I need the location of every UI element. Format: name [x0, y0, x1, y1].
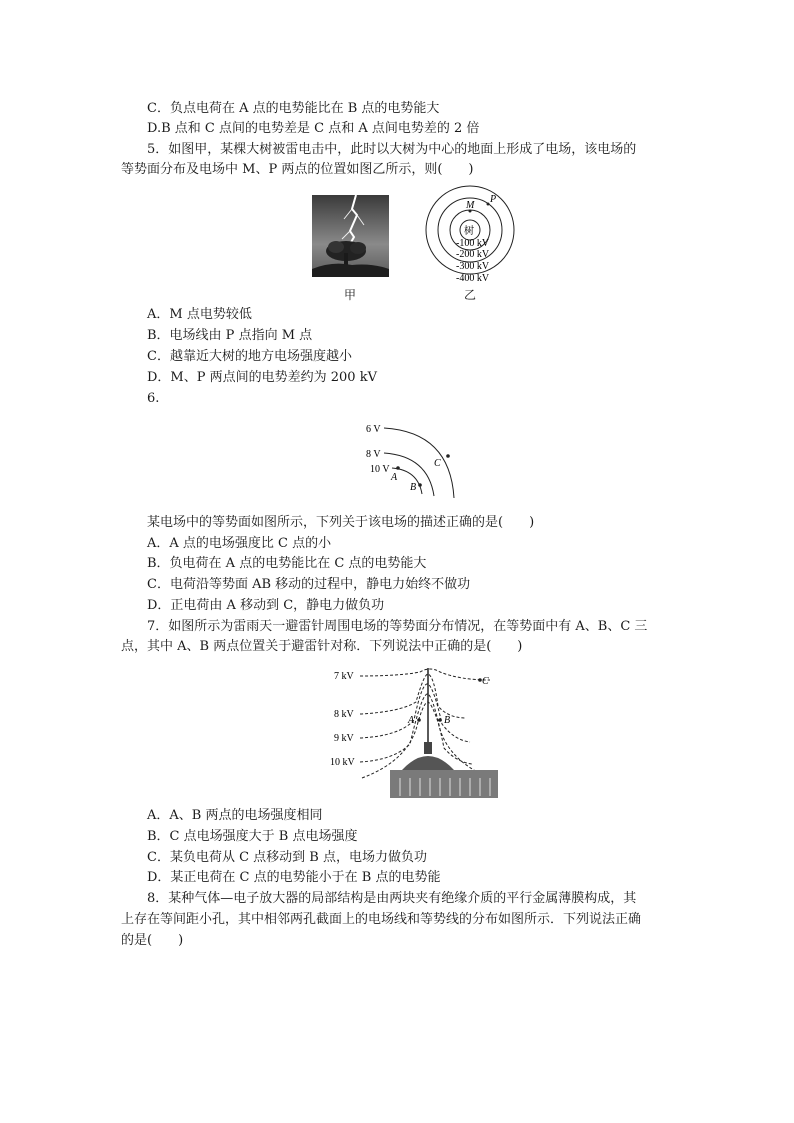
- label-6v: 6 V: [366, 424, 381, 435]
- lightning-rod-diagram: [330, 662, 500, 798]
- label-400kv: -400 kV: [456, 273, 490, 284]
- q5-stem-line2: 等势面分布及电场中 M、P 两点的位置如图乙所示，则( ): [121, 162, 474, 177]
- q5-option-b: B．电场线由 P 点指向 M 点: [147, 328, 313, 343]
- label-a: A: [408, 715, 415, 726]
- q6-stem: 某电场中的等势面如图所示，下列关于该电场的描述正确的是( ): [147, 515, 535, 530]
- q4-option-d: D.B 点和 C 点间的电势差是 C 点和 A 点间电势差的 2 倍: [147, 121, 480, 136]
- q6-option-a: A．A 点的电场强度比 C 点的小: [147, 536, 332, 551]
- q6-option-c: C．电荷沿等势面 AB 移动的过程中，静电力始终不做功: [147, 577, 471, 592]
- q4-option-c: C．负点电荷在 A 点的电势能比在 B 点的电势能大: [147, 101, 440, 116]
- label-c: C: [482, 676, 489, 687]
- point-b: [438, 718, 442, 722]
- q8-stem-line3: 的是( ): [121, 933, 184, 948]
- point-a: [396, 466, 400, 470]
- label-c: C: [434, 458, 441, 469]
- label-p: P: [490, 194, 497, 205]
- point-a: [417, 718, 421, 722]
- q6-option-b: B．负电荷在 A 点的电势能比在 C 点的电势能大: [147, 556, 427, 571]
- q7-option-a: A．A、B 两点的电场强度相同: [147, 808, 323, 823]
- label-100kv: -100 kV: [456, 238, 490, 249]
- q8-stem-line1: 8．某种气体—电子放大器的局部结构是由两块夹有绝缘介质的平行金属薄膜构成，其: [147, 891, 637, 906]
- point-c: [446, 454, 450, 458]
- label-m: M: [466, 200, 475, 211]
- label-tree: 树: [464, 226, 474, 237]
- q7-option-d: D．某正电荷在 C 点的电势能小于在 B 点的电势能: [147, 870, 441, 885]
- label-300kv: -300 kV: [456, 261, 490, 272]
- equipotential-arcs-diagram: [362, 418, 462, 500]
- label-9kv: 9 kV: [334, 733, 354, 744]
- label-7kv: 7 kV: [334, 671, 354, 682]
- equipotential-circles-diagram: [420, 184, 530, 284]
- q5-option-a: A．M 点电势较低: [147, 307, 252, 322]
- q7-option-c: C．某负电荷从 C 点移动到 B 点，电场力做负功: [147, 850, 427, 865]
- q7-stem-line1: 7．如图所示为雷雨天一避雷针周围电场的等势面分布情况，在等势面中有 A、B、C 三: [147, 619, 648, 634]
- label-a: A: [391, 472, 398, 483]
- label-8v: 8 V: [366, 449, 381, 460]
- figure-a-caption: 甲: [344, 288, 357, 302]
- figure-b-caption: 乙: [464, 288, 477, 302]
- q5-option-c: C．越靠近大树的地方电场强度越小: [147, 349, 352, 364]
- label-b: B: [410, 482, 417, 493]
- point-b: [418, 483, 422, 487]
- q8-stem-line2: 上存在等间距小孔，其中相邻两孔截面上的电场线和等势线的分布如图所示．下列说法正确: [121, 912, 642, 927]
- label-200kv: -200 kV: [456, 249, 490, 260]
- q6-option-d: D．正电荷由 A 移动到 C，静电力做负功: [147, 598, 385, 613]
- label-10kv: 10 kV: [330, 757, 355, 768]
- q5-stem-line1: 5．如图甲，某棵大树被雷电击中，此时以大树为中心的地面上形成了电场，该电场的: [147, 142, 637, 157]
- q7-stem-line2: 点，其中 A、B 两点位置关于避雷针对称．下列说法中正确的是( ): [121, 639, 523, 654]
- label-b: B: [444, 715, 451, 726]
- q6-number: 6.: [147, 391, 160, 406]
- q5-option-d: D．M、P 两点间的电势差约为 200 kV: [147, 370, 377, 385]
- lightning-tree-photo: [312, 195, 389, 277]
- label-8kv: 8 kV: [334, 709, 354, 720]
- q7-option-b: B．C 点电场强度大于 B 点电场强度: [147, 829, 358, 844]
- label-10v: 10 V: [370, 464, 390, 475]
